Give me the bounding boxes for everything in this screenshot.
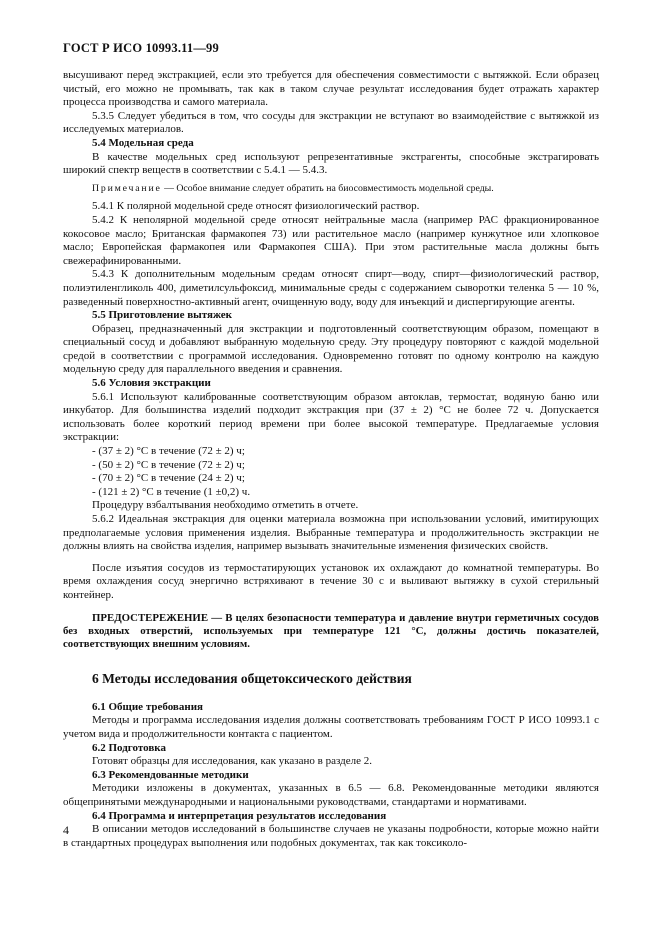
heading-6-4: 6.4 Программа и интерпретация результатов исследования [92, 809, 387, 822]
heading-5-6: 5.6 Условия экстракции [92, 377, 211, 390]
body-text [63, 69, 599, 850]
paragraph: высушивают перед экстракцией, если это требуется для обеспечения совместимости с вытяжкой. Если образец чистый, его можно не промывать, так как в таком случае результат исследования будет отражать характер процесса производства и самого материала. [63, 69, 599, 109]
paragraph-5-4-2: 5.4.2 К неполярной модельной среде относят нейтральные масла (например РАС фракционированное кокосовое масло; Британская фармакопея 73) или растительное масло (например кунжутное или хлопковое масло; Европейская фармакопея или Фармакопея США). При этом растительные масла должны быть свежерафинированными. [63, 213, 599, 267]
paragraph-6-2: Готовят образцы для исследования, как указано в разделе 2. [92, 755, 372, 768]
list-item: - (70 ± 2) °С в течение (24 ± 2) ч; [92, 472, 245, 485]
running-header: ГОСТ Р ИСО 10993.11—99 [63, 41, 219, 55]
paragraph-5-5: Образец, предназначенный для экстракции и подготовленный соответствующим образом, помещают в специальный сосуд и добавляют выбранную модельную среду. Эту процедуру повторяют с каждой модельной средой в соответствии с программой исследования. Одновременно готовят по одному контролю на каждую модельную среду для параллельного введения и сравнения. [63, 322, 599, 376]
paragraph-cooling: После изъятия сосудов из термостатирующих установок их охлаждают до комнатной температуры. Во время охлаждения сосуд энергично встряхивают в течение 30 с и выливают вытяжку в сухой стерильный контейнер. [63, 561, 599, 601]
paragraph-5-6-1: 5.6.1 Используют калиброванные соответствующим образом автоклав, термостат, водяную баню или инкубатор. Для большинства изделий подходит экстракция при (37 ± 2) °С не более 72 ч. Допускается использовать более короткий период времени при более высокой температуре. Предлагаемые условия экстракции: [63, 390, 599, 444]
page-number: 4 [63, 823, 69, 837]
paragraph-5-4-1: 5.4.1 К полярной модельной среде относят физиологический раствор. [92, 200, 420, 213]
heading-section-6: 6 Методы исследования общетоксического действия [92, 671, 412, 687]
paragraph-5-6-2: 5.6.2 Идеальная экстракция для оценки материала возможна при использовании условий, имитирующих предполагаемые условия применения изделия. Выбранные температура и продолжительность экстракции не должны влиять на свойства изделия, например вызывать значительные изменения физических свойств. [63, 513, 599, 553]
heading-6-2: 6.2 Подготовка [92, 741, 166, 754]
paragraph-5-3-5: 5.3.5 Следует убедиться в том, что сосуды для экстракции не вступают во взаимодействие с вытяжкой из исследуемых материалов. [63, 109, 599, 136]
list-item: - (121 ± 2) °С в течение (1 ±0,2) ч. [92, 485, 251, 498]
spacer [63, 554, 599, 562]
list-item: - (50 ± 2) °С в течение (72 ± 2) ч; [92, 458, 245, 471]
extraction-conditions-list [63, 445, 599, 499]
list-item: - (37 ± 2) °С в течение (72 ± 2) ч; [92, 445, 245, 458]
heading-6-3: 6.3 Рекомендованные методики [92, 768, 249, 781]
note-label: Примечание [92, 182, 162, 194]
paragraph-6-4: В описании методов исследований в большинстве случаев не указаны подробности, которые можно найти в стандартных процедурах выполнения или подобных документах, так как токсиколо- [63, 823, 599, 849]
paragraph-5-4-3: 5.4.3 К дополнительным модельным средам относят спирт—воду, спирт—физиологический раствор, полиэтиленгликоль 400, диметилсульфоксид, минимальные среды с содержанием сыворотки теленка 5 — 10 %, разведенный поверхностно-активный агент, очищенную воду, воду для инъекций и диспергирующие агенты. [63, 268, 599, 308]
heading-6-1: 6.1 Общие требования [92, 700, 203, 713]
warning: ПРЕДОСТЕРЕЖЕНИЕ — В целях безопасности температура и давление внутри герметичных сосудов без входных отверстий, используемых при температуре 121 °С, должны достичь показателей, соответствующих внешним условиям. [63, 611, 599, 650]
heading-5-5: 5.5 Приготовление вытяжек [92, 309, 233, 322]
paragraph-5-4: В качестве модельных сред используют репрезентативные экстрагенты, способные экстрагировать широкий спектр веществ в соответствии с 5.4.1 — 5.4.3. [63, 150, 599, 177]
note-text: — Особое внимание следует обратить на биосовместимость модельной среды. [161, 182, 494, 194]
paragraph-6-3: Методики изложены в документах, указанных в 6.5 — 6.8. Рекомендованные методики являются общепринятыми международными и национальными руководствами, стандартами и нормативами. [63, 782, 599, 808]
paragraph-shake: Процедуру взбалтывания необходимо отметить в отчете. [92, 499, 359, 512]
paragraph-6-1: Методы и программа исследования изделия должны соответствовать требованиям ГОСТ Р ИСО 10993.1 с учетом вида и продолжительности контакта с пациентом. [63, 714, 599, 740]
note [63, 182, 599, 196]
heading-5-4: 5.4 Модельная среда [92, 136, 194, 149]
